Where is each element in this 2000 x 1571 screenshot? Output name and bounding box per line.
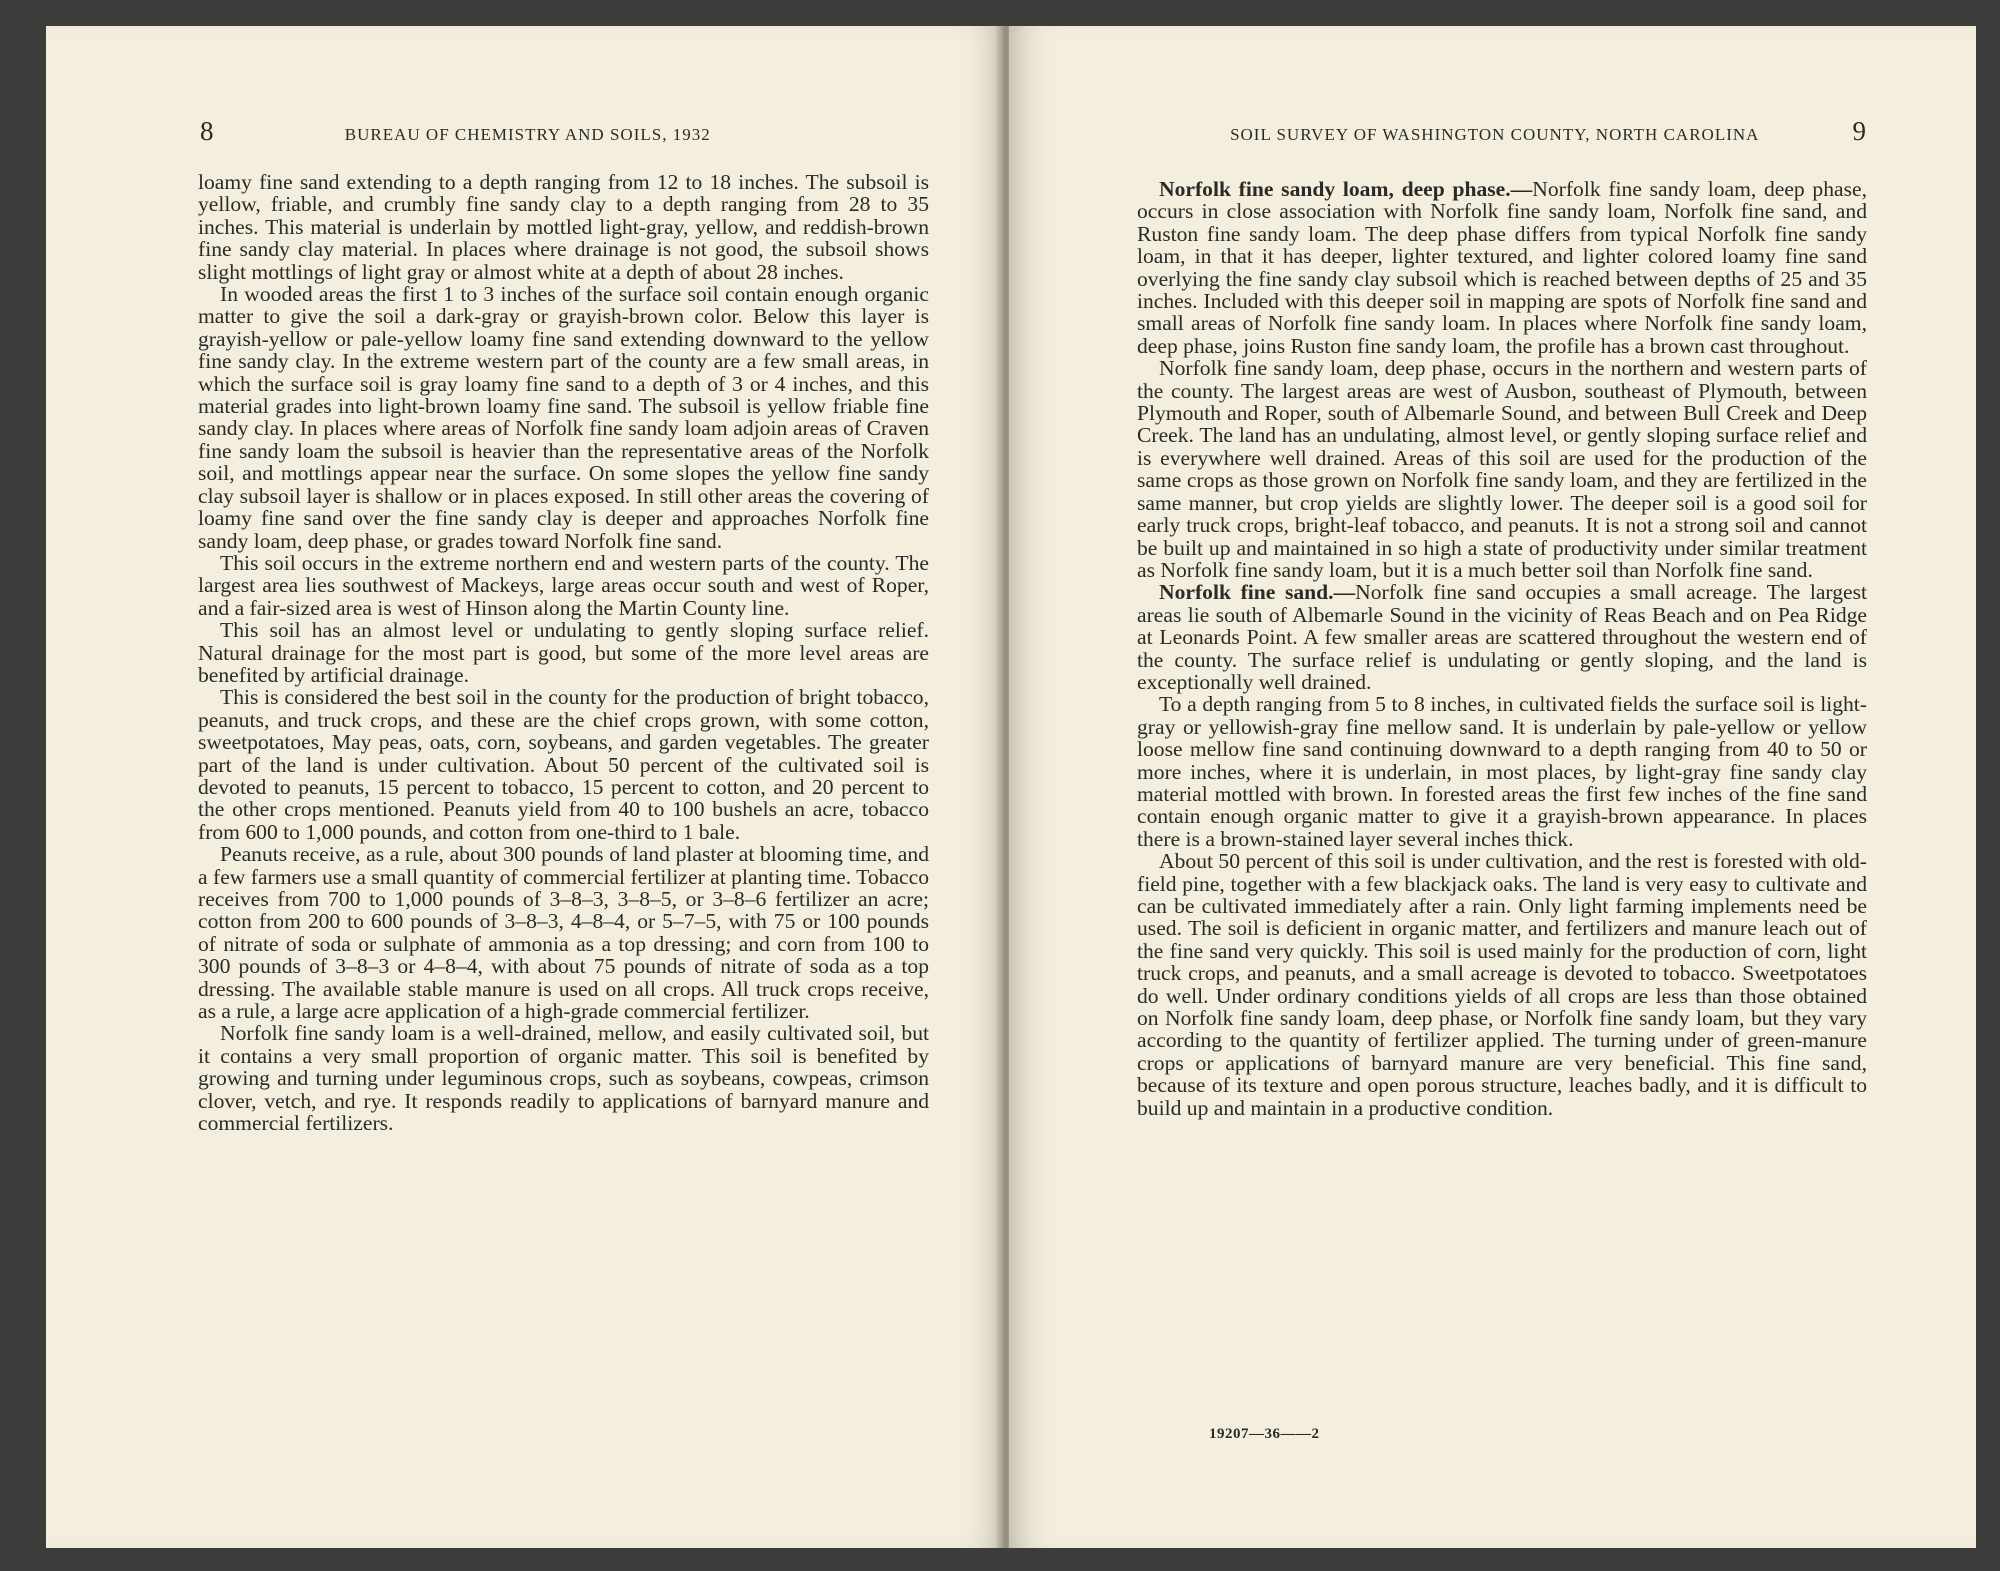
paragraph-text: Norfolk fine sandy loam, deep phase, occurs in the northern and western parts of the county. The largest areas are west of Ausbon, southeast of Plymouth, between Plymouth and Roper, south of Albemarle Sound, and between Bull Creek and Deep Creek. The land has an undulating, almost level, or gently sloping surface relief and is everywhere well drained. Areas of this soil are used for the production of the same crops as those grown on Norfolk fine sandy loam, and they are fertilized in the same manner, but crop yields are slightly lower. The deeper soil is a good soil for early truck crops, bright-leaf tobacco, and peanuts. It is not a strong soil and cannot be built up and maintained in so high a state of productivity under similar treatment as Norfolk fine sandy loam, but it is a much better soil than Norfolk fine sand.	[1137, 356, 1867, 582]
left-page	[46, 26, 1003, 1548]
paragraph: In wooded areas the first 1 to 3 inches of the surface soil contain enough organic matter to give the soil a dark-gray or grayish-brown color. Below this layer is grayish-yellow or pale-yellow loamy fine sand extending downward to the yellow fine sandy clay. In the extreme western part of the county are a few small areas, in which the surface soil is gray loamy fine sand to a depth of 3 or 4 inches, and this material grades into light-brown loamy fine sand. The subsoil is yellow friable fine sandy clay. In places where areas of Norfolk fine sandy loam adjoin areas of Craven fine sandy loam the subsoil is heavier than the representative areas of the Norfolk soil, and mottlings appear near the surface. On some slopes the yellow fine sandy clay subsoil layer is shallow or in places exposed. In still other areas the covering of loamy fine sand over the fine sandy clay is deeper and approaches Norfolk fine sandy loam, deep phase, or grades toward Norfolk fine sand.	[198, 282, 929, 553]
paragraph	[1137, 850, 1867, 1119]
paragraph-text: To a depth ranging from 5 to 8 inches, in cultivated fields the surface soil is light-gray or yellowish-gray fine mellow sand. It is underlain by pale-yellow or yellow loose mellow fine sand continuing downward to a depth ranging from 40 to 50 or more inches, where it is underlain, in most places, by light-gray fine sandy clay material mottled with brown. In forested areas the first few inches of the fine sand contain enough organic matter to give it a grayish-brown appearance. In places there is a brown-stained layer several inches thick.	[1137, 692, 1867, 851]
paragraph: This soil has an almost level or undulating to gently sloping surface relief. Natural drainage for the most part is good, but some of the more level areas are benefited by artificial drainage.	[198, 618, 929, 687]
paragraph: This soil occurs in the extreme northern end and western parts of the county. The largest area lies southwest of Mackeys, large areas occur south and west of Roper, and a fair-sized area is west of Hinson along the Martin County line.	[198, 550, 929, 620]
left-header-title: BUREAU OF CHEMISTRY AND SOILS, 1932	[344, 125, 711, 144]
section-subhead: Norfolk fine sandy loam, deep phase.—	[1159, 177, 1533, 201]
left-body-text	[198, 171, 929, 1134]
paragraph	[1137, 693, 1867, 850]
right-page	[1009, 26, 1976, 1548]
left-page-number: 8	[200, 116, 214, 146]
paragraph-text: About 50 percent of this soil is under cultivation, and the rest is forested with old-field pine, together with a few blackjack oaks. The land is very easy to cultivate and can be cultivated immediately after a rain. Only light farming implements need be used. The soil is deficient in organic matter, and fertilizers and manure leach out of the fine sand very quickly. This soil is used mainly for the production of corn, light truck crops, and peanuts, and a small acreage is devoted to tobacco. Sweetpotatoes do well. Under ordinary conditions yields of all crops are less than those obtained on Norfolk fine sandy loam, deep phase, or Norfolk fine sandy loam, but they vary according to the quantity of fertilizer applied. The turning under of green-manure crops or applications of barnyard manure are very beneficial. This fine sand, because of its texture and open porous structure, leaches badly, and it is difficult to build up and maintain in a productive condition.	[1137, 849, 1867, 1120]
paragraph	[1137, 357, 1867, 581]
paragraph: Peanuts receive, as a rule, about 300 pounds of land plaster at blooming time, and a few farmers use a small quantity of commercial fertilizer at planting time. Tobacco receives from 700 to 1,000 pounds of 3–8–3, 3–8–5, or 3–8–6 fertilizer an acre; cotton from 200 to 600 pounds of 3–8–3, 4–8–4, or 5–7–5, with 75 or 100 pounds of nitrate of soda or sulphate of ammonia as a top dressing; and corn from 100 to 300 pounds of 3–8–3 or 4–8–4, with about 75 pounds of nitrate of soda as a top dressing. The available stable manure is used on all crops. All truck crops receive, as a rule, a large acre application of a high-grade commercial fertilizer.	[198, 842, 929, 1024]
paragraph: This is considered the best soil in the county for the production of bright tobacco, peanuts, and truck crops, and these are the chief crops grown, with some cotton, sweetpotatoes, May peas, oats, corn, soybeans, and garden vegetables. The greater part of the land is under cultivation. About 50 percent of the cultivated soil is devoted to peanuts, 15 percent to tobacco, 15 percent to cotton, and 20 percent to the other crops mentioned. Peanuts yield from 40 to 100 bushels an acre, tobacco from 600 to 1,000 pounds, and cotton from one-third to 1 bale.	[198, 685, 929, 844]
paragraph: loamy fine sand extending to a depth ranging from 12 to 18 inches. The subsoil is yellow, friable, and crumbly fine sandy clay to a depth ranging from 28 to 35 inches. This material is underlain by mottled light-gray, yellow, and reddish-brown fine sandy clay material. In places where drainage is not good, the subsoil shows slight mottlings of light gray or almost white at a depth of about 28 inches.	[198, 170, 929, 284]
left-running-head	[200, 116, 842, 147]
paragraph-text: Norfolk fine sand occupies a small acreage. The largest areas lie south of Albemarle Sound in the vicinity of Reas Beach and on Pea Ridge at Leonards Point. A few smaller areas are scattered throughout the western end of the county. The surface relief is undulating or gently sloping, and the land is exceptionally well drained.	[1137, 580, 1867, 694]
paragraph: Norfolk fine sandy loam is a well-drained, mellow, and easily cultivated soil, but it contains a very small proportion of organic matter. This soil is benefited by growing and turning under leguminous crops, such as soybeans, cowpeas, crimson clover, vetch, and rye. It responds readily to applications of barnyard manure and commercial fertilizers.	[198, 1021, 929, 1136]
right-running-head	[1137, 116, 1866, 147]
paragraph	[1137, 581, 1867, 693]
section-subhead: Norfolk fine sand.—	[1159, 580, 1356, 605]
right-header-title: SOIL SURVEY OF WASHINGTON COUNTY, NORTH CAROLINA	[1230, 125, 1760, 144]
paragraph	[1137, 178, 1867, 357]
printing-code: 19207—36——2	[1209, 1426, 1320, 1442]
paragraph-text: Norfolk fine sandy loam, deep phase, occurs in close association with Norfolk fine sandy loam, Norfolk fine sand, and Ruston fine sandy loam. The deep phase differs from typical Norfolk fine sandy loam, in that it has deeper, lighter textured, and lighter colored loamy fine sand overlying the fine sandy clay subsoil which is reached between depths of 25 and 35 inches. Included with this deeper soil in mapping are spots of Norfolk fine sand and small areas of Norfolk fine sandy loam. In places where Norfolk fine sandy loam, deep phase, joins Ruston fine sandy loam, the profile has a brown cast throughout.	[1137, 177, 1867, 358]
right-page-number: 9	[1852, 116, 1866, 146]
open-book	[46, 26, 1976, 1548]
right-body-text	[1137, 178, 1867, 1119]
